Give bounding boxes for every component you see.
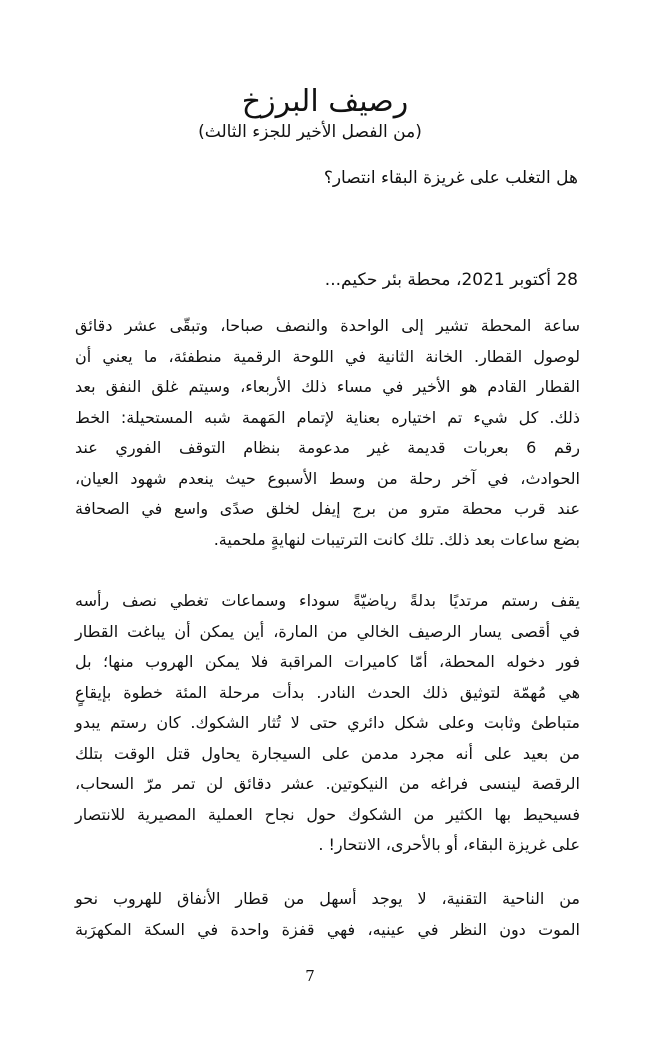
chapter-title: رصيف البرزخ (241, 84, 409, 119)
paragraph-2 (75, 586, 580, 861)
text-line: من الناحية التقنية، لا يوجد أسهل من قطار الأنفاق للهروب نحو (75, 889, 580, 908)
text-line: القطار القادم هو الأخير في مساء ذلك الأربعاء، وسيتم غلق النفق بعد (75, 377, 580, 396)
text-line: الموت دون النظر في عينيه، فهي قفزة واحدة في السكة المكهرَبة (75, 919, 580, 939)
text-line: الرقصة لينسى فراغه من النيكوتين. عشر دقائق لن تمر مرّ السحاب، (75, 774, 580, 793)
text-line: الحوادث، في آخر رحلة من وسط الأسبوع حيث ينعدم شهود العيان، (75, 468, 580, 488)
paragraph-3 (75, 884, 580, 945)
dateline: 28 أكتوبر 2021، محطة بئر حكيم... (324, 270, 578, 290)
text-line: رقم 6 بعربات قديمة غير مدعومة بنظام التوقف الفوري عند (75, 438, 581, 457)
text-line: على غريزة البقاء، أو بالأحرى، الانتحار! . (318, 835, 580, 854)
text-line: فور دخوله المحطة، أمّا كاميرات المراقبة فلا يمكن الهروب منها؛ بل (75, 652, 580, 671)
page-number: 7 (305, 967, 315, 985)
text-line: في أقصى يسار الرصيف الخالي من المارة، أين يمكن أن يباغت القطار (75, 621, 580, 641)
text-line: فسيحيط بها الكثير من الشكوك حول نجاح العملية المصيرية للانتصار (75, 804, 580, 824)
text-line: هي مُهمّة لتوثيق ذلك الحدث النادر. بدأت مرحلة المئة خطوة بإيقاعٍ (75, 682, 580, 702)
epigraph-question: هل التغلب على غريزة البقاء انتصار؟ (323, 168, 578, 188)
chapter-subtitle: (من الفصل الأخير للجزء الثالث) (198, 122, 422, 142)
text-line: ذلك. كل شيء تم اختياره بعناية لإتمام المَهمة شبه المستحيلة: الخط (75, 407, 580, 427)
paragraph-1 (75, 311, 580, 555)
text-line: بضع ساعات بعد ذلك. تلك كانت الترتيبات لنهايةٍ ملحمية. (213, 529, 580, 549)
text-line: من بعيد على أنه مجرد مدمن على السيجارة يحاول قتل الوقت بتلك (75, 743, 580, 763)
text-line: ساعة المحطة تشير إلى الواحدة والنصف صباحا، وتبقّى عشر دقائق (75, 316, 580, 335)
text-line: لوصول القطار. الخانة الثانية في اللوحة الرقمية منطفئة، ما يعني أن (75, 346, 580, 366)
text-line: متباطئ وثابت وعلى شكل دائري حتى لا تُثار الشكوك. كان رستم يبدو (75, 713, 580, 732)
text-line: يقف رستم مرتديًا بدلةً رياضيّةً سوداء وسماعات تغطي نصف رأسه (75, 591, 580, 610)
text-line: عند قرب محطة مترو من برج إيفل لخلق صدًى واسع في الصحافة (75, 499, 580, 518)
